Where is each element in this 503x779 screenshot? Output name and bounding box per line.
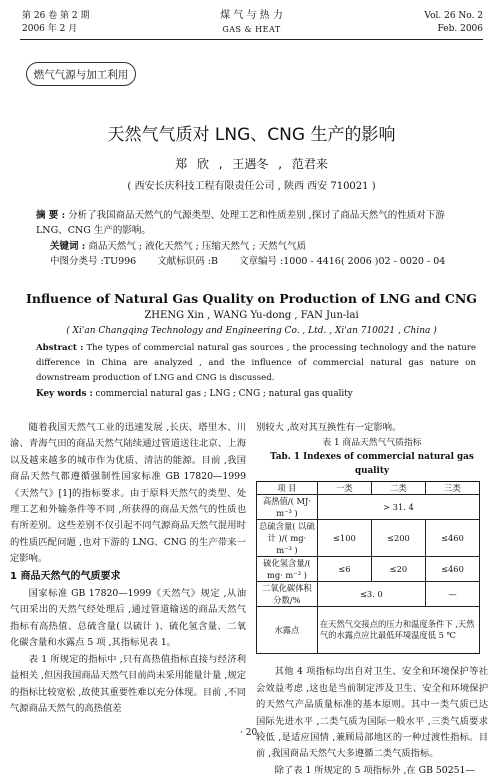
quality-index-table — [256, 481, 480, 654]
table-cell: 硫化氢含量/( mg· m⁻³ ) — [257, 557, 318, 582]
table-cell: ≤460 — [425, 557, 479, 582]
abstract-label-cn: 摘 要 : — [36, 210, 66, 221]
keywords-label-cn: 关键词 : — [50, 241, 86, 252]
abstract-text-en: The types of commercial natural gas sources , the processing technology and the nature difference in China are analyzed , and the influence of commercial natural gas nature on downstream production of LNG and CNG is discussed. — [36, 343, 476, 383]
affiliation-cn: ( 西安长庆科技工程有限责任公司 , 陕西 西安 710021 ) — [127, 181, 376, 192]
table-header-cell: 项 目 — [257, 482, 318, 495]
keywords-label-en: Key words : — [36, 389, 93, 399]
article-no-label: 文章编号 : — [239, 256, 284, 267]
header-volume-issue: 第 26 卷 第 2 期 — [22, 11, 90, 21]
table-header-row — [257, 482, 480, 495]
table-cell: ≤20 — [371, 557, 425, 582]
table-cell: ≤100 — [317, 520, 371, 557]
section-heading: 1 商品天然气的气质要求 — [10, 570, 121, 582]
doc-code-label: 文献标识码 : — [157, 256, 211, 267]
keywords-en — [36, 389, 476, 399]
body-paragraph: 国家标准 GB 17820—1999《天然气》规定 ,从油气田采出的天然气经处理后 ,通过管道输送的商品天然气指标有高热值、总硫含量( 以硫计 )、硫化氢含量、二氧化碳含量和水露点 5 项 ,其指标见表 1。 — [10, 588, 246, 649]
table-row — [257, 557, 480, 582]
journal-name-en: GAS & HEAT — [222, 25, 281, 34]
abstract-en — [36, 341, 476, 386]
authors-cn: 郑 欣 , 王遇冬 , 范君来 — [175, 157, 328, 171]
running-header — [0, 0, 503, 40]
table-row — [257, 607, 480, 654]
table-cell: 高热值/( MJ· m⁻³ ) — [257, 495, 318, 520]
header-date: 2006 年 2 月 — [22, 24, 78, 34]
body-paragraph: 其他 4 项指标均出自对卫生、安全和环境保护等社会效益考虑 ,这也是当前制定涉及卫生、安全和环境保护的天然气产品质量标准的基本原则。其中一类气质已达国际先进水平 ,二类气质为国际一般水平 ,三类气质要求较低 ,是适应国情 ,兼顾局部地区的一种过渡性指标。目前 ,我国商品天然气大多遵循二类气质指标。 — [256, 666, 488, 760]
column-banner — [26, 62, 136, 86]
clc-value: TU996 — [103, 256, 137, 267]
body-right-column — [256, 420, 488, 779]
abstract-label-en: Abstract : — [36, 343, 84, 353]
column-banner-label: 燃气气源与加工利用 — [33, 69, 129, 81]
table-header-cell: 一类 — [317, 482, 371, 495]
body-paragraph: 除了表 1 所规定的 5 项指标外 ,在 GB 50251— — [274, 764, 475, 776]
table-cell: 在天然气交接点的压力和温度条件下 ,天然气的水露点应比最低环境温度低 5 ℃ — [317, 607, 479, 654]
table-header-cell: 三类 — [425, 482, 479, 495]
keywords-cn — [36, 239, 476, 254]
body-paragraph: 随着我国天然气工业的迅速发展 ,长庆、塔里木、川渝、青海气田的商品天然气陆续通过管道送往北京、上海以及越来越多的城市作为优质、清洁的能源。目前 ,我国商品天然气都遵循强制性国家标准 GB 17820—1999《天然气》[1]的指标要求。由于原料天然气的类型、处理工艺和外输条件等不同 ,所获得的商品天然气的性质也有所差别。这些差别不仅引起不同气源商品天然气混用时的性质匹配问题 ,也对下游的 LNG、CNG 的生产带来一定影响。 — [10, 422, 246, 565]
table-cell: 水露点 — [257, 607, 318, 654]
table-header-cell: 二类 — [371, 482, 425, 495]
page-number: · 20 · — [240, 728, 263, 738]
affiliation-en: ( Xi'an Changqing Technology and Engineering Co. , Ltd. , Xi'an 710021 , China ) — [66, 326, 437, 336]
abstract-cn — [36, 208, 476, 238]
doc-code-value: B — [210, 256, 218, 267]
table-row — [257, 582, 480, 607]
table-cell: — — [425, 582, 479, 607]
classification-line — [36, 254, 476, 269]
table-row — [257, 520, 480, 557]
paper-title-en: Influence of Natural Gas Quality on Production of LNG and CNG — [26, 291, 477, 306]
journal-name-cn: 煤 气 与 热 力 — [220, 10, 283, 21]
keywords-text-cn: 商品天然气 ; 液化天然气 ; 压缩天然气 ; 天然气气质 — [88, 241, 307, 252]
header-date-en: Feb. 2006 — [437, 24, 483, 34]
table-cell: > 31. 4 — [317, 495, 479, 520]
abstract-text-cn: 分析了我国商品天然气的气源类型、处理工艺和性质差别 ,探讨了商品天然气的性质对下游 LNG、CNG 生产的影响。 — [36, 210, 445, 236]
table-cell: ≤3. 0 — [317, 582, 425, 607]
table-cell: ≤460 — [425, 520, 479, 557]
table-cell: ≤200 — [371, 520, 425, 557]
body-paragraph-continued: 别较大 ,故对其互换性有一定影响。 — [256, 422, 402, 433]
table-cell: 总硫含量( 以硫计 )/( mg· m⁻³ ) — [257, 520, 318, 557]
table-row — [257, 495, 480, 520]
table-caption-cn: 表 1 商品天然气气质指标 — [322, 438, 422, 449]
body-left-column — [10, 420, 246, 717]
keywords-text-en: commercial natural gas ; LNG ; CNG ; natural gas quality — [95, 389, 353, 399]
clc-label: 中图分类号 : — [50, 256, 104, 267]
article-no-value: 1000 - 4416( 2006 )02 - 0020 - 04 — [283, 256, 446, 267]
header-volume-en — [424, 10, 483, 36]
body-paragraph: 表 1 所规定的指标中 ,只有高热值指标直接与经济利益相关 ,但因我国商品天然气目前尚未采用能量计量 ,规定的指标比较宽松 ,故使其重要性难以充分体现。目前 ,不同气源商品天然气的高热值差 — [10, 653, 246, 714]
table-cell: 二氧化碳体积分数/% — [257, 582, 318, 607]
paper-title-cn: 天然气气质对 LNG、CNG 生产的影响 — [107, 125, 396, 145]
header-rule — [20, 39, 483, 40]
table-caption-en: Tab. 1 Indexes of commercial natural gas quality — [270, 452, 474, 477]
authors-en: ZHENG Xin , WANG Yu-dong , FAN Jun-lai — [144, 310, 359, 321]
header-volume-issue-en: Vol. 26 No. 2 — [424, 11, 483, 21]
table-cell: ≤6 — [317, 557, 371, 582]
